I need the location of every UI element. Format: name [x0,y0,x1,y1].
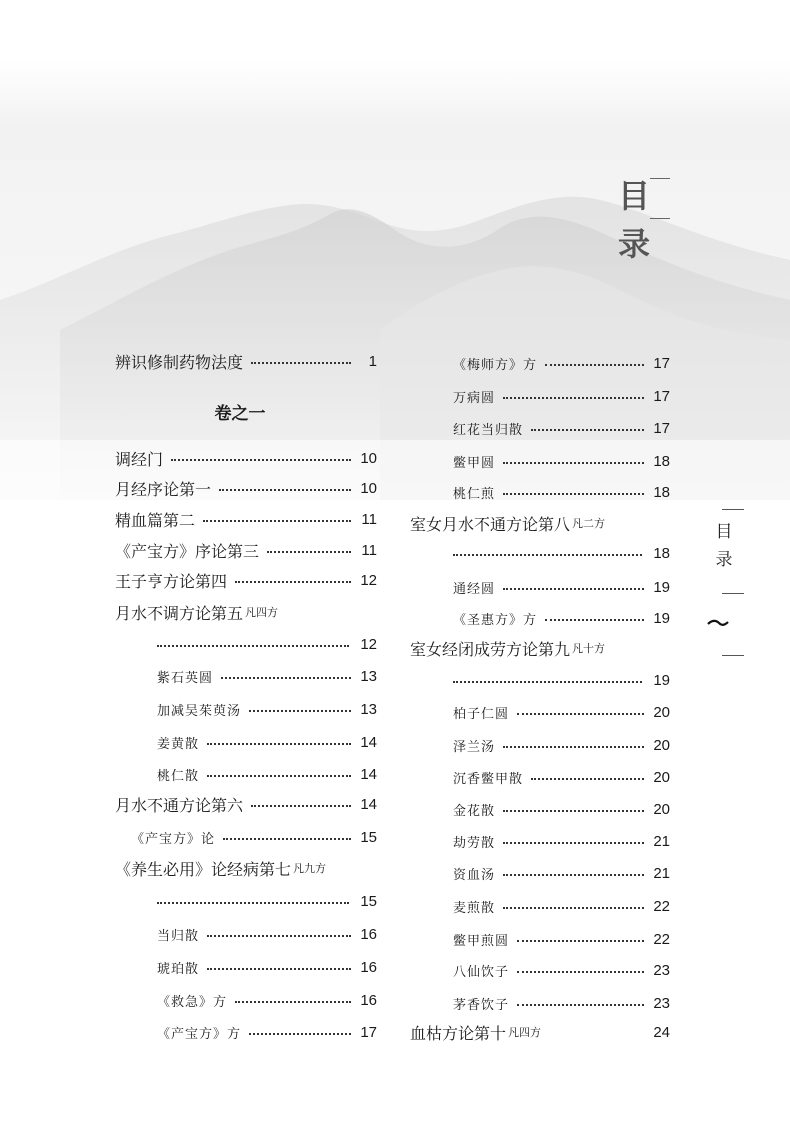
side-rule-mid [722,593,744,594]
leader-dots [517,713,644,715]
entry-title: 通经圆 [453,581,496,597]
entry-recipe-count: 凡十方 [572,642,606,655]
entry-recipe-count: 凡二方 [572,517,606,530]
entry-title: 沉香鳖甲散 [453,771,524,787]
toc-entry[interactable] [115,792,377,816]
entry-page: 15 [360,828,377,846]
entry-title: 月水不通方论第六 [115,795,244,815]
leader-dots [171,459,351,461]
leader-dots [207,775,351,777]
entry-page: 11 [361,510,377,528]
leader-dots [531,429,644,431]
leader-dots [207,743,351,745]
entry-title: 《产宝方》序论第三 [115,541,260,561]
leader-dots [503,874,644,876]
toc-subentry[interactable] [453,700,670,724]
entry-page: 13 [360,700,377,718]
entry-title: 琥珀散 [157,961,200,977]
toc-entry[interactable] [115,538,377,562]
entry-title: 调经门 [115,449,164,469]
entry-page: 16 [360,925,377,943]
toc-entry-intro[interactable] [115,349,377,373]
leader-dots [249,1033,351,1035]
entry-title: 室女经闭成劳方论第九 [410,639,571,659]
toc-entry-continuation [453,541,670,565]
leader-dots [503,397,644,399]
entry-page: 14 [360,733,377,751]
entry-page: 14 [360,795,377,813]
leader-dots [503,842,644,844]
entry-title: 月水不调方论第五 [115,603,244,623]
toc-entry-continuation [157,632,377,656]
toc-entry[interactable] [115,568,377,592]
entry-page: 15 [360,892,377,910]
entry-title: 劫劳散 [453,835,496,851]
leader-dots [157,645,349,647]
heading-rule-mid [650,218,670,219]
entry-title: 《圣惠方》方 [453,612,538,628]
toc-subentry[interactable] [157,922,377,946]
heading-char-2: 录 [617,225,650,263]
toc-subentry[interactable] [453,861,670,885]
toc-subentry[interactable] [453,765,670,789]
toc-entry[interactable] [115,507,377,531]
toc-subentry[interactable] [157,762,377,786]
entry-title: 辨识修制药物法度 [115,352,244,372]
volume-heading: 卷之一 [214,404,266,424]
entry-page: 22 [653,897,670,915]
toc-subentry[interactable] [453,733,670,757]
leader-dots [545,619,644,621]
toc-entry[interactable] [410,636,670,660]
toc-subentry[interactable] [157,697,377,721]
toc-entry[interactable] [115,856,377,880]
entry-page: 16 [360,991,377,1009]
entry-title: 鳖甲圆 [453,455,496,471]
leader-dots [207,935,351,937]
toc-subentry[interactable] [157,730,377,754]
leader-dots [235,1001,351,1003]
entry-title: 《产宝方》方 [157,1026,242,1042]
leader-dots [503,462,644,464]
entry-title: 麦煎散 [453,900,496,916]
entry-page: 10 [360,449,377,467]
entry-title: 泽兰汤 [453,739,496,755]
entry-title: 柏子仁圆 [453,706,510,722]
toc-entry[interactable] [115,600,377,624]
leader-dots [517,940,644,942]
entry-page: 21 [653,864,670,882]
entry-title: 室女月水不通方论第八 [410,514,571,534]
side-rule-bottom [722,655,744,656]
entry-title: 红花当归散 [453,422,524,438]
entry-page: 18 [653,452,670,470]
leader-dots [157,902,349,904]
entry-page: 23 [653,961,670,979]
leader-dots [207,968,351,970]
entry-title: 桃仁煎 [453,486,496,502]
entry-title: 茅香饮子 [453,997,510,1013]
toc-subentry[interactable] [157,1020,377,1044]
entry-page: 12 [360,635,377,653]
side-tab-char-1: 目 [715,522,733,542]
entry-page: 20 [653,768,670,786]
leader-dots [203,520,351,522]
leader-dots [251,362,351,364]
entry-title: 万病圆 [453,390,496,406]
entry-recipe-count: 凡四方 [508,1026,542,1039]
entry-page: 18 [653,483,670,501]
entry-title: 王子亨方论第四 [115,571,228,591]
entry-title: 《养生必用》论经病第七 [115,859,292,879]
entry-page: 19 [653,578,670,596]
entry-page: 17 [653,354,670,372]
entry-page: 23 [653,994,670,1012]
toc-subentry[interactable] [453,829,670,853]
entry-page: 20 [653,703,670,721]
entry-title: 八仙饮子 [453,964,510,980]
page-number-mark [707,619,729,627]
toc-subentry[interactable] [157,664,377,688]
leader-dots [453,681,642,683]
entry-title: 资血汤 [453,867,496,883]
entry-title: 《救急》方 [157,994,228,1010]
entry-title: 月经序论第一 [115,479,212,499]
toc-subentry[interactable] [453,351,670,375]
entry-page: 1 [368,352,377,370]
toc-entry-continuation [157,889,377,913]
leader-dots [503,907,644,909]
entry-page: 19 [653,609,670,627]
leader-dots [453,554,642,556]
entry-page: 22 [653,930,670,948]
leader-dots [219,489,351,491]
entry-page: 10 [360,479,377,497]
toc-entry[interactable] [410,1020,670,1044]
entry-page: 14 [360,765,377,783]
entry-title: 金花散 [453,803,496,819]
leader-dots [531,778,644,780]
entry-page: 16 [360,958,377,976]
toc-subentry[interactable] [157,955,377,979]
leader-dots [503,746,644,748]
side-tab [704,500,744,574]
leader-dots [517,1004,644,1006]
toc-subentry[interactable] [453,416,670,440]
entry-page: 18 [653,544,670,562]
entry-title: 精血篇第二 [115,510,196,530]
toc-subentry[interactable] [453,480,670,504]
heading-char-1: 目 [617,177,650,215]
entry-title: 桃仁散 [157,768,200,784]
entry-page: 20 [653,800,670,818]
leader-dots [251,805,351,807]
toc-entry[interactable] [410,511,670,535]
heading-rule-top [650,178,670,179]
entry-recipe-count: 凡九方 [293,862,327,875]
toc-subentry[interactable] [453,797,670,821]
leader-dots [517,971,644,973]
leader-dots [249,710,351,712]
toc-entry[interactable] [115,446,377,470]
leader-dots [503,810,644,812]
entry-page: 21 [653,832,670,850]
leader-dots [503,588,644,590]
toc-subentry[interactable] [453,575,670,599]
entry-recipe-count: 凡四方 [245,606,279,619]
toc-subentry[interactable] [131,825,377,849]
leader-dots [545,364,644,366]
leader-dots [223,838,351,840]
toc-entry-continuation [453,668,670,692]
entry-page: 17 [653,387,670,405]
toc-subentry[interactable] [453,991,670,1015]
entry-title: 姜黄散 [157,736,200,752]
entry-page: 17 [360,1023,377,1041]
toc-heading [614,172,654,268]
toc-subentry[interactable] [157,988,377,1012]
entry-title: 血枯方论第十 [410,1023,507,1043]
entry-title: 《梅师方》方 [453,357,538,373]
entry-title: 《产宝方》论 [131,831,216,847]
toc-subentry[interactable] [453,958,670,982]
leader-dots [221,677,351,679]
leader-dots [503,493,644,495]
leader-dots [235,581,351,583]
toc-subentry[interactable] [453,384,670,408]
toc-subentry[interactable] [453,927,670,951]
entry-page: 11 [361,541,377,559]
entry-page: 20 [653,736,670,754]
entry-title: 加减吴茱萸汤 [157,703,242,719]
entry-page: 17 [653,419,670,437]
toc-subentry[interactable] [453,449,670,473]
entry-title: 当归散 [157,928,200,944]
side-tab-char-2: 录 [715,550,733,570]
entry-page: 24 [653,1023,670,1041]
toc-entry[interactable] [115,476,377,500]
entry-page: 19 [653,671,670,689]
entry-page: 13 [360,667,377,685]
leader-dots [267,551,351,553]
toc-subentry[interactable] [453,606,670,630]
entry-title: 紫石英圆 [157,670,214,686]
toc-subentry[interactable] [453,894,670,918]
entry-title: 鳖甲煎圆 [453,933,510,949]
entry-page: 12 [360,571,377,589]
